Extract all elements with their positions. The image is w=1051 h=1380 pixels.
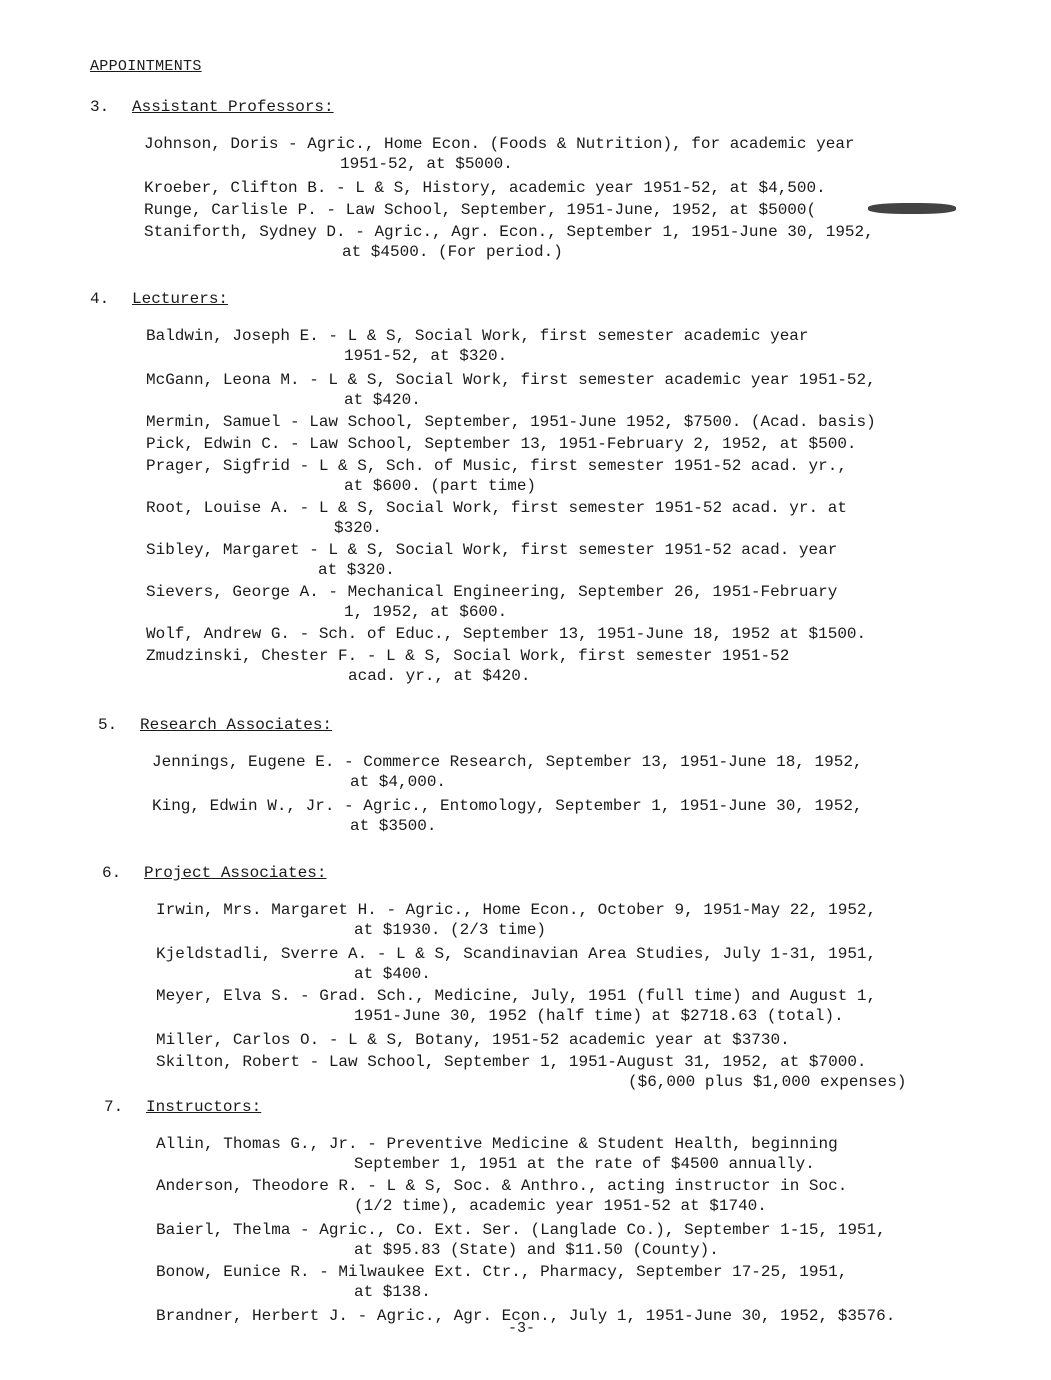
list-item: [156, 1030, 790, 1050]
section-label: Project Associates:: [144, 864, 327, 882]
entry-line: Kroeber, Clifton B. - L & S, History, academic year 1951-52, at $4,500.: [144, 179, 826, 197]
entry-line: Mermin, Samuel - Law School, September, 1951-June 1952, $7500. (Acad. basis): [146, 413, 876, 431]
document-title: APPOINTMENTS: [90, 58, 202, 75]
entry-line: Zmudzinski, Chester F. - L & S, Social Work, first semester 1951-52: [146, 647, 790, 665]
list-item: [156, 986, 876, 1026]
section-heading-lecturers: [90, 290, 228, 308]
list-item: [144, 200, 816, 220]
list-item: [146, 646, 789, 686]
entry-continuation: $320.: [334, 519, 383, 537]
list-item: [146, 326, 809, 366]
entry-line: McGann, Leona M. - L & S, Social Work, first semester academic year 1951-52,: [146, 371, 876, 389]
entry-continuation: at $95.83 (State) and $11.50 (County).: [354, 1241, 719, 1259]
section-label: Instructors:: [146, 1098, 262, 1116]
entry-line: Bonow, Eunice R. - Milwaukee Ext. Ctr., Pharmacy, September 17-25, 1951,: [156, 1263, 848, 1281]
entry-continuation: (1/2 time), academic year 1951-52 at $1740.: [354, 1197, 767, 1215]
entry-line: Wolf, Andrew G. - Sch. of Educ., September 13, 1951-June 18, 1952 at $1500.: [146, 625, 867, 643]
entry-line: Jennings, Eugene E. - Commerce Research, September 13, 1951-June 18, 1952,: [152, 753, 863, 771]
list-item: [146, 412, 876, 432]
list-item: [144, 222, 874, 262]
entry-continuation: at $600. (part time): [344, 477, 537, 495]
entry-line: Runge, Carlisle P. - Law School, September, 1951-June, 1952, at $5000(: [144, 201, 817, 219]
section-heading-research-associates: [98, 716, 332, 734]
entry-line: Brandner, Herbert J. - Agric., Agr. Econ., July 1, 1951-June 30, 1952, $3576.: [156, 1307, 896, 1325]
list-item: [156, 1262, 847, 1302]
list-item: [152, 796, 863, 836]
entry-line: Allin, Thomas G., Jr. - Preventive Medicine & Student Health, beginning: [156, 1135, 838, 1153]
entry-line: Staniforth, Sydney D. - Agric., Agr. Econ., September 1, 1951-June 30, 1952,: [144, 223, 874, 241]
entry-continuation: at $1930. (2/3 time): [354, 921, 547, 939]
list-item: [146, 434, 857, 454]
list-item: [146, 624, 866, 644]
section-heading-project-associates: [102, 864, 326, 882]
section-label: Lecturers:: [132, 290, 229, 308]
entry-continuation: at $4,000.: [350, 773, 447, 791]
list-item: [152, 752, 863, 792]
entry-continuation: at $4500. (For period.): [342, 243, 563, 261]
section-label: Research Associates:: [140, 716, 333, 734]
section-heading-assistant-professors: [90, 98, 334, 116]
entry-line: Skilton, Robert - Law School, September 1, 1951-August 31, 1952, at $7000.: [156, 1053, 867, 1071]
section-number: 5.: [98, 716, 118, 734]
list-item: [156, 1052, 906, 1092]
list-item: [144, 178, 826, 198]
entry-continuation: at $138.: [354, 1283, 431, 1301]
entry-continuation: 1951-June 30, 1952 (half time) at $2718.63 (total).: [354, 1007, 844, 1025]
entry-line: Pick, Edwin C. - Law School, September 13, 1951-February 2, 1952, at $500.: [146, 435, 857, 453]
entry-continuation: September 1, 1951 at the rate of $4500 annually.: [354, 1155, 815, 1173]
entry-continuation: 1, 1952, at $600.: [344, 603, 508, 621]
entry-line: Sievers, George A. - Mechanical Engineering, September 26, 1951-February: [146, 583, 838, 601]
ink-smudge: [868, 203, 956, 214]
entry-line: Prager, Sigfrid - L & S, Sch. of Music, first semester 1951-52 acad. yr.,: [146, 457, 847, 475]
section-number: 3.: [90, 98, 110, 116]
entry-continuation: at $400.: [354, 965, 431, 983]
list-item: [146, 540, 837, 580]
entry-line: Baierl, Thelma - Agric., Co. Ext. Ser. (Langlade Co.), September 1-15, 1951,: [156, 1221, 886, 1239]
section-label: Assistant Professors:: [132, 98, 334, 116]
entry-line: Irwin, Mrs. Margaret H. - Agric., Home Econ., October 9, 1951-May 22, 1952,: [156, 901, 877, 919]
section-number: 6.: [102, 864, 122, 882]
entry-continuation: at $420.: [344, 391, 421, 409]
entry-line: King, Edwin W., Jr. - Agric., Entomology, September 1, 1951-June 30, 1952,: [152, 797, 863, 815]
list-item: [146, 456, 847, 496]
entry-line: Root, Louise A. - L & S, Social Work, first semester 1951-52 acad. yr. at: [146, 499, 847, 517]
section-heading-instructors: [104, 1098, 261, 1116]
list-item: [146, 370, 876, 410]
section-number: 4.: [90, 290, 110, 308]
entry-continuation: 1951-52, at $320.: [344, 347, 508, 365]
entry-continuation: acad. yr., at $420.: [348, 667, 531, 685]
section-number: 7.: [104, 1098, 124, 1116]
entry-line: Kjeldstadli, Sverre A. - L & S, Scandinavian Area Studies, July 1-31, 1951,: [156, 945, 877, 963]
entry-continuation: 1951-52, at $5000.: [340, 155, 513, 173]
entry-continuation: at $320.: [318, 561, 395, 579]
entry-line: Baldwin, Joseph E. - L & S, Social Work, first semester academic year: [146, 327, 809, 345]
entry-line: Meyer, Elva S. - Grad. Sch., Medicine, July, 1951 (full time) and August 1,: [156, 987, 877, 1005]
entry-line: Anderson, Theodore R. - L & S, Soc. & Anthro., acting instructor in Soc.: [156, 1177, 848, 1195]
list-item: [156, 1134, 838, 1174]
list-item: [146, 498, 847, 538]
entry-continuation: ($6,000 plus $1,000 expenses): [628, 1073, 907, 1091]
entry-line: Miller, Carlos O. - L & S, Botany, 1951-52 academic year at $3730.: [156, 1031, 790, 1049]
list-item: [156, 1176, 847, 1216]
list-item: [146, 582, 837, 622]
page-number: -3-: [508, 1320, 536, 1337]
list-item: [156, 900, 876, 940]
list-item: [144, 134, 855, 174]
list-item: [156, 944, 876, 984]
entry-line: Sibley, Margaret - L & S, Social Work, first semester 1951-52 acad. year: [146, 541, 838, 559]
list-item: [156, 1220, 886, 1260]
entry-line: Johnson, Doris - Agric., Home Econ. (Foods & Nutrition), for academic year: [144, 135, 855, 153]
entry-continuation: at $3500.: [350, 817, 437, 835]
